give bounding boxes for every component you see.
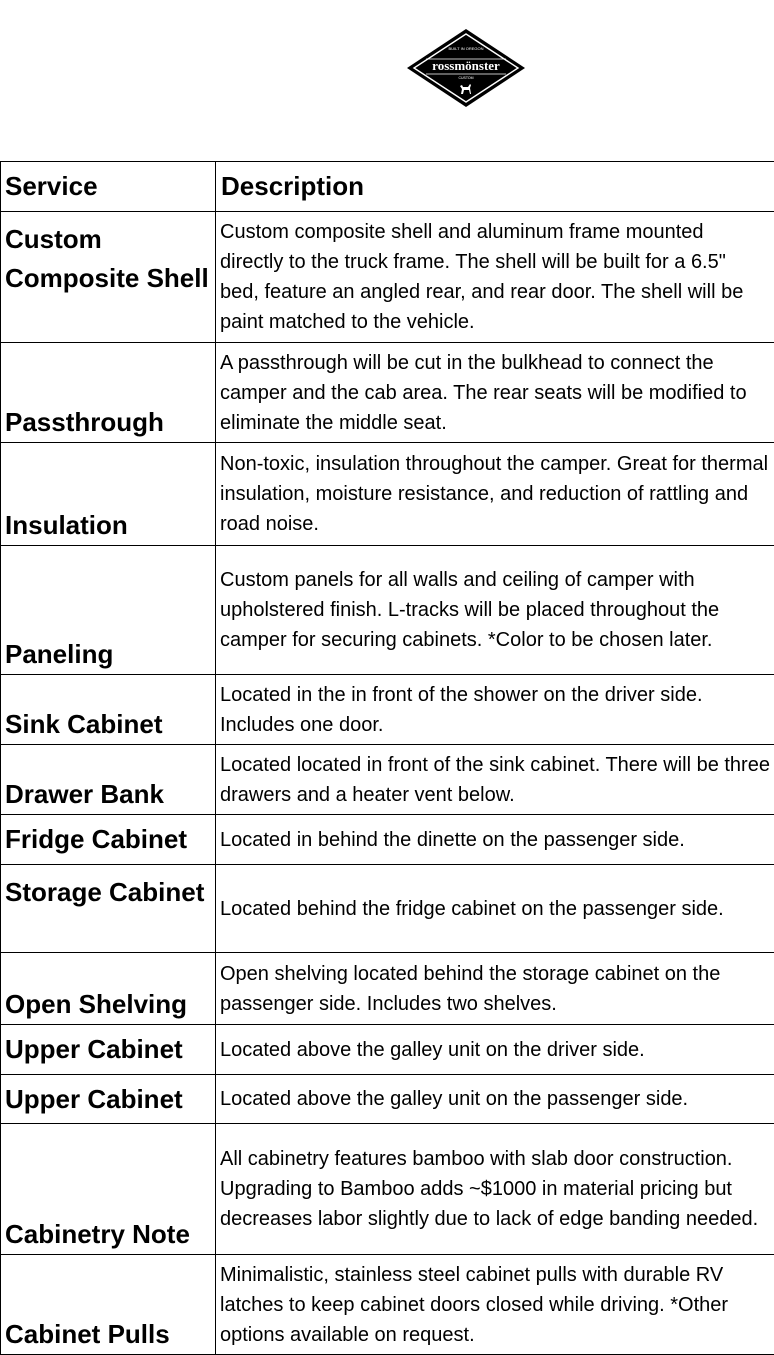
service-name: Open Shelving xyxy=(1,953,216,1025)
service-description: All cabinetry features bamboo with slab door construction. Upgrading to Bamboo adds ~$1000 in material pricing but decreases labor slightly due to lack of edge banding needed. xyxy=(216,1124,774,1255)
table-row xyxy=(1,443,774,546)
header-description: Description xyxy=(216,162,774,212)
logo-top-text: BUILT IN OREGON xyxy=(449,46,484,51)
service-name: Upper Cabinet xyxy=(1,1075,216,1124)
table-row xyxy=(1,1075,774,1124)
service-description: Located above the galley unit on the passenger side. xyxy=(216,1075,774,1124)
service-description: Open shelving located behind the storage cabinet on the passenger side. Includes two shelves. xyxy=(216,953,774,1025)
service-description: Custom composite shell and aluminum frame mounted directly to the truck frame. The shell will be built for a 6.5" bed, feature an angled rear, and rear door. The shell will be paint matched to the vehicle. xyxy=(216,212,774,343)
service-name: Storage Cabinet xyxy=(1,865,216,953)
table-row xyxy=(1,745,774,815)
services-table xyxy=(0,161,774,1355)
service-description: Custom panels for all walls and ceiling of camper with upholstered finish. L-tracks will be placed throughout the camper for securing cabinets. *Color to be chosen later. xyxy=(216,546,774,675)
table-header-row xyxy=(1,162,774,212)
table-row xyxy=(1,1025,774,1075)
table-row xyxy=(1,953,774,1025)
service-description: Located in behind the dinette on the passenger side. xyxy=(216,815,774,865)
service-description: Minimalistic, stainless steel cabinet pulls with durable RV latches to keep cabinet doors closed while driving. *Other options available on request. xyxy=(216,1255,774,1355)
logo-bottom-text: CUSTOM xyxy=(458,76,473,80)
service-name: Paneling xyxy=(1,546,216,675)
service-description: Located above the galley unit on the driver side. xyxy=(216,1025,774,1075)
table-row xyxy=(1,546,774,675)
service-description: A passthrough will be cut in the bulkhead to connect the camper and the cab area. The rear seats will be modified to eliminate the middle seat. xyxy=(216,343,774,443)
service-name: Cabinet Pulls xyxy=(1,1255,216,1355)
service-name: Cabinetry Note xyxy=(1,1124,216,1255)
table-row xyxy=(1,865,774,953)
service-name: Passthrough xyxy=(1,343,216,443)
service-description: Non-toxic, insulation throughout the camper. Great for thermal insulation, moisture resistance, and reduction of rattling and road noise. xyxy=(216,443,774,546)
header-service: Service xyxy=(1,162,216,212)
table-row xyxy=(1,343,774,443)
service-name: Fridge Cabinet xyxy=(1,815,216,865)
service-name: Insulation xyxy=(1,443,216,546)
brand-logo xyxy=(406,28,526,108)
table-row xyxy=(1,815,774,865)
table-row xyxy=(1,212,774,343)
service-name: Sink Cabinet xyxy=(1,675,216,745)
service-description: Located behind the fridge cabinet on the passenger side. xyxy=(216,865,774,953)
service-description: Located in the in front of the shower on the driver side. Includes one door. xyxy=(216,675,774,745)
service-description: Located located in front of the sink cabinet. There will be three drawers and a heater vent below. xyxy=(216,745,774,815)
table-row xyxy=(1,1124,774,1255)
service-name: Drawer Bank xyxy=(1,745,216,815)
table-row xyxy=(1,1255,774,1355)
table-row xyxy=(1,675,774,745)
logo-brand-text: rossmönster xyxy=(432,58,500,73)
service-name: Custom Composite Shell xyxy=(1,212,216,343)
service-name: Upper Cabinet xyxy=(1,1025,216,1075)
logo-diamond xyxy=(406,28,526,108)
